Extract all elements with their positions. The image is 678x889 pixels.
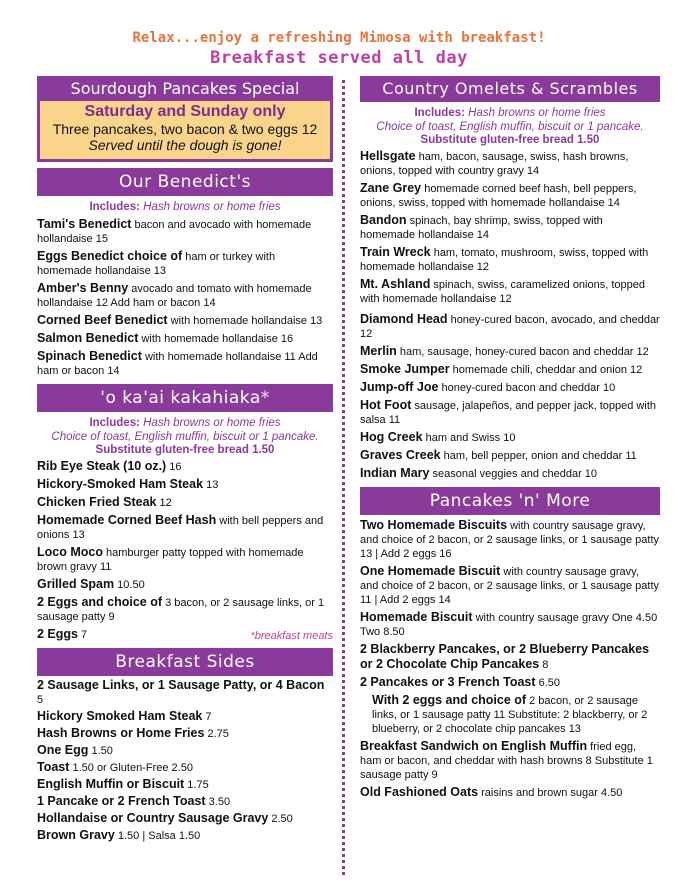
menu-item: Hash Browns or Home Fries 2.75 bbox=[37, 726, 229, 740]
menu-item: Corned Beef Benedict with homemade hollandaise 13 bbox=[37, 313, 323, 327]
tagline: Relax...enjoy a refreshing Mimosa with breakfast! bbox=[132, 30, 546, 46]
okaai-banner: 'o ka'ai kakahiaka* bbox=[37, 384, 333, 412]
menu-item: Hickory-Smoked Ham Steak 13 bbox=[37, 477, 219, 491]
menu-item: Homemade Biscuit with country sausage gravy One 4.50 Two 8.50 bbox=[360, 610, 658, 638]
menu-item: Hellsgate ham, bacon, sausage, swiss, hash browns, onions, topped with country gravy 14 bbox=[360, 149, 629, 177]
menu-item: English Muffin or Biscuit 1.75 bbox=[37, 777, 209, 791]
pancakes-banner: Pancakes 'n' More bbox=[360, 487, 660, 515]
omelets-banner: Country Omelets & Scrambles bbox=[360, 76, 660, 102]
special-banner: Sourdough Pancakes Special bbox=[37, 76, 333, 101]
menu-item: Two Homemade Biscuits with country sausage gravy, and choice of 2 bacon, or 2 sausage links, or 1 sausage patty 13 | Add 2 eggs 16 bbox=[360, 518, 660, 560]
breakfast-meats-note: *breakfast meats bbox=[250, 630, 333, 642]
subtitle: Breakfast served all day bbox=[210, 48, 468, 68]
column-divider bbox=[342, 80, 345, 875]
menu-item: Hot Foot sausage, jalapeños, and pepper jack, topped with salsa 11 bbox=[360, 398, 656, 426]
menu-item: 2 Blackberry Pancakes, or 2 Blueberry Pancakes or 2 Chocolate Chip Pancakes 8 bbox=[360, 642, 650, 671]
menu-item: Rib Eye Steak (10 oz.) 16 bbox=[37, 459, 182, 473]
menu-item: Loco Moco hamburger patty topped with homemade brown gravy 11 bbox=[37, 545, 304, 573]
special-box bbox=[37, 101, 333, 162]
menu-item: Tami's Benedict bacon and avocado with homemade hollandaise 15 bbox=[37, 217, 312, 245]
menu-item: One Egg 1.50 bbox=[37, 743, 113, 757]
menu-item: Salmon Benedict with homemade hollandaise 16 bbox=[37, 331, 294, 345]
special-note: Served until the dough is gone! bbox=[88, 137, 282, 153]
menu-item: Amber's Benny avocado and tomato with homemade hollandaise 12 Add ham or bacon 14 bbox=[37, 281, 312, 309]
menu-item: 2 Eggs and choice of 3 bacon, or 2 sausage links, or 1 sausage patty 9 bbox=[37, 595, 325, 623]
menu-item: Toast 1.50 or Gluten-Free 2.50 bbox=[37, 760, 193, 774]
menu-item: Old Fashioned Oats raisins and brown sugar 4.50 bbox=[360, 785, 623, 799]
benedicts-includes: Includes: Hash browns or home fries bbox=[89, 201, 281, 213]
menu-item: Zane Grey homemade corned beef hash, bell peppers, onions, swiss, topped with homemade hollandaise 14 bbox=[360, 181, 637, 209]
menu-item: Jump-off Joe honey-cured bacon and cheddar 10 bbox=[360, 380, 616, 394]
menu-item: With 2 eggs and choice of 2 bacon, or 2 sausage links, or 1 sausage patty 11 Substitute: 2 blackberry, or 2 blueberry, or 2 chocolate chip pancakes 13 bbox=[372, 693, 648, 735]
special-days: Saturday and Sunday only bbox=[84, 103, 286, 120]
menu-item: Merlin ham, sausage, honey-cured bacon and cheddar 12 bbox=[360, 344, 649, 358]
menu-item: Breakfast Sandwich on English Muffin fried egg, ham or bacon, and cheddar with hash browns 8 Substitute 1 sausage patty 9 bbox=[360, 739, 653, 781]
omelets-includes: Includes: Hash browns or home fries bbox=[414, 107, 606, 119]
menu-item: Diamond Head honey-cured bacon, avocado, and cheddar 12 bbox=[360, 312, 660, 340]
menu-item: Mt. Ashland spinach, swiss, caramelized onions, topped with homemade hollandaise 12 bbox=[360, 277, 645, 305]
menu-item: Hog Creek ham and Swiss 10 bbox=[360, 430, 516, 444]
menu-item: 2 Sausage Links, or 1 Sausage Patty, or 4 Bacon 5 bbox=[37, 678, 325, 706]
right-column bbox=[360, 76, 660, 800]
menu-item: Graves Creek ham, bell pepper, onion and cheddar 11 bbox=[360, 448, 637, 462]
menu-item: Train Wreck ham, tomato, mushroom, swiss, topped with homemade hollandaise 12 bbox=[360, 245, 649, 273]
menu-item: Eggs Benedict choice of ham or turkey with homemade hollandaise 13 bbox=[37, 249, 276, 277]
okaai-gluten-free: Substitute gluten-free bread 1.50 bbox=[95, 444, 275, 456]
menu-item: 2 Eggs 7 *breakfast meats bbox=[37, 627, 333, 642]
menu-item: Homemade Corned Beef Hash with bell peppers and onions 13 bbox=[37, 513, 324, 541]
menu-item: Hickory Smoked Ham Steak 7 bbox=[37, 709, 212, 723]
omelets-choice: Choice of toast, English muffin, biscuit or 1 pancake. bbox=[376, 121, 644, 133]
okaai-includes: Includes: Hash browns or home fries bbox=[89, 417, 281, 429]
menu-item: 2 Pancakes or 3 French Toast 6.50 bbox=[360, 675, 561, 689]
menu-item: Indian Mary seasonal veggies and cheddar 10 bbox=[360, 466, 598, 480]
omelets-gluten-free: Substitute gluten-free bread 1.50 bbox=[420, 134, 600, 146]
left-column bbox=[37, 76, 333, 843]
okaai-choice: Choice of toast, English muffin, biscuit or 1 pancake. bbox=[51, 431, 319, 443]
special-line: Three pancakes, two bacon & two eggs 12 bbox=[52, 121, 318, 137]
sides-banner: Breakfast Sides bbox=[37, 648, 333, 676]
menu-item: One Homemade Biscuit with country sausage gravy, and choice of 2 bacon, or 2 sausage links, or 1 sausage patty 11 | Add 2 eggs 14 bbox=[360, 564, 660, 606]
menu-item: Spinach Benedict with homemade hollandaise 11 Add ham or bacon 14 bbox=[37, 349, 318, 377]
menu-item: Smoke Jumper homemade chili, cheddar and onion 12 bbox=[360, 362, 643, 376]
benedicts-banner: Our Benedict's bbox=[37, 168, 333, 196]
menu-item: Chicken Fried Steak 12 bbox=[37, 495, 172, 509]
menu-item: Hollandaise or Country Sausage Gravy 2.50 bbox=[37, 811, 293, 825]
menu-item: 1 Pancake or 2 French Toast 3.50 bbox=[37, 794, 231, 808]
menu-item: Brown Gravy 1.50 | Salsa 1.50 bbox=[37, 828, 201, 842]
menu-item: Bandon spinach, bay shrimp, swiss, topped with homemade hollandaise 14 bbox=[360, 213, 603, 241]
menu-item: Grilled Spam 10.50 bbox=[37, 577, 145, 591]
